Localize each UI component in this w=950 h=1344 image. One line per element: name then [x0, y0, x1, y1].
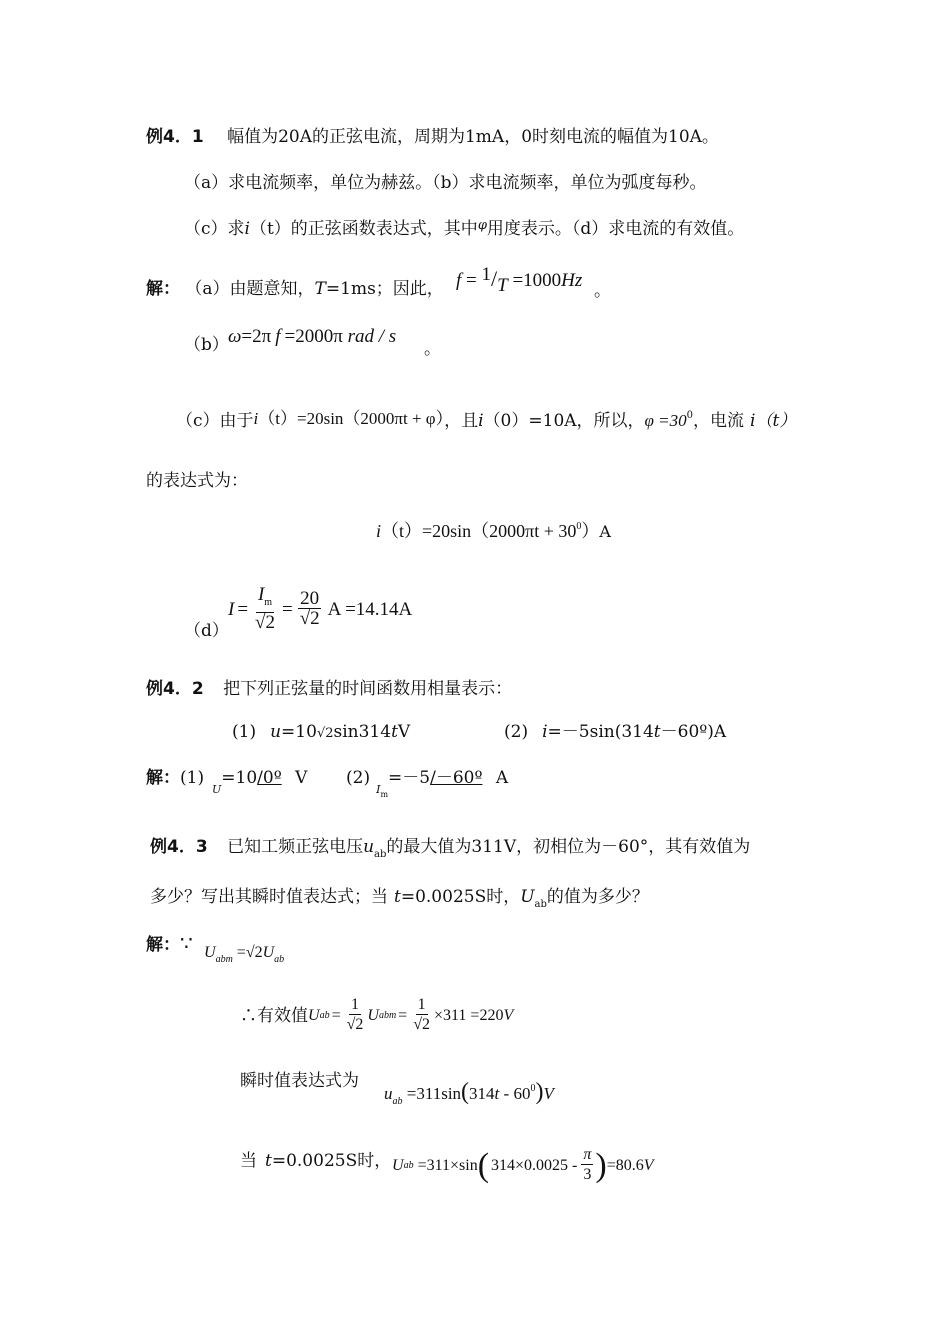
sol3-l3-minus: - 60 — [499, 1084, 531, 1103]
ex2-item1-t: t — [391, 722, 398, 742]
sol3-line4 — [240, 1150, 391, 1172]
sol2-a-formula — [212, 767, 307, 801]
sol3-l3-formula — [384, 1078, 554, 1113]
sol1-a-line — [146, 278, 444, 300]
ex3-text-post: 的最大值为311V，初相位为－60°，其有效值为 — [386, 837, 751, 857]
sol3-l1-sqrt: √2 — [245, 944, 263, 961]
ex2-item1 — [232, 721, 410, 745]
sol1-a-slash: / — [491, 266, 498, 291]
sol1-a-formula — [456, 264, 582, 297]
sol2-b-unit: A — [495, 768, 509, 788]
ex3-U-sub: ab — [534, 899, 547, 910]
sol3-l1-sub2: ab — [274, 954, 285, 965]
sol3-l4-U: U — [392, 1156, 404, 1174]
ex3-text-pre: 已知工频正弦电压 — [227, 837, 364, 857]
ex3-line2 — [150, 886, 649, 916]
sol1-d-I: I — [228, 598, 235, 620]
sol1-c-i0-val: （0）=10A，所以， — [483, 411, 645, 431]
sol1-c-expr: （t）=20sin（2000πt + φ） — [258, 409, 445, 428]
ex2-item2-tail: －60º)A — [660, 722, 727, 742]
ex2-line — [146, 678, 512, 700]
q-c-i: i — [244, 219, 250, 239]
sol3-therefore: ∴有效值 — [240, 1005, 308, 1026]
ex2-item1-tail: sin314 — [333, 722, 392, 742]
sol1-d-eq1: = — [237, 598, 249, 620]
ex2-item2-i: i — [542, 722, 548, 742]
sol1-d-Im-sub: m — [264, 597, 273, 608]
sol1-c-i: i — [253, 409, 259, 428]
sol3-l3-sub: ab — [392, 1096, 403, 1107]
sol1-b-formula — [228, 326, 396, 348]
sol3-l4-V: V — [643, 1156, 654, 1174]
sol1-d-frac1 — [253, 586, 277, 633]
ex1-line — [146, 126, 719, 148]
sol3-l4-val: =80.6 — [606, 1156, 644, 1174]
sol3-because: ∵ — [180, 931, 193, 955]
ex2-item2-expr: =－5sin(314 — [547, 722, 654, 742]
ex3-line2-pre: 多少？写出其瞬时值表达式；当 — [150, 887, 388, 907]
sol1-d-eq2: = — [281, 598, 293, 620]
sol1-d-val: A =14.14A — [327, 598, 413, 620]
sol1-b-expr: =2π — [241, 326, 272, 347]
sol1-d-frac2 — [298, 590, 322, 629]
ex2-item1-expr: =10 — [281, 722, 317, 742]
sol3-l4-inner: 314×0.0025 - — [491, 1156, 578, 1174]
sol2-b-angle: /－60º — [430, 768, 483, 788]
ex3-label: 例4．3 — [150, 837, 208, 857]
ex3-t: t — [394, 887, 401, 907]
sol1-c-it: i（t） — [750, 411, 797, 431]
sol3-l3-inner: 314 — [469, 1084, 495, 1103]
ex2-item2 — [504, 721, 726, 743]
ex3-line2-post: 的值为多少？ — [546, 887, 649, 907]
sol2-a-unit: V — [295, 768, 308, 788]
sol3-l4-formula — [392, 1146, 654, 1185]
ex1-text: 幅值为20A的正弦电流，周期为1mA，0时刻电流的幅值为10A。 — [227, 127, 719, 147]
ex3-u-sub: ab — [374, 849, 387, 860]
sol1-a-hz: Hz — [561, 270, 583, 291]
q-c-phi: φ — [477, 218, 487, 233]
ex2-item1-unit: V — [397, 722, 411, 742]
sol1-c-final-close: ） — [581, 521, 600, 541]
sol1-c-deg: 0 — [686, 410, 694, 421]
ex3-u: u — [363, 837, 375, 857]
sol3-l2-one2: 1 — [417, 996, 426, 1013]
sol1-b-label: （b） — [184, 335, 229, 355]
sol1-c-mid: ，且 — [444, 411, 479, 431]
sol2-a-angle: /0º — [257, 768, 282, 788]
sol3-l4-pre: 当 — [240, 1151, 257, 1171]
sol2-a-eq: =10 — [221, 768, 258, 788]
sol3-l4-open: ( — [477, 1146, 490, 1184]
ex1-question-cd — [184, 215, 744, 240]
sol1-b-val: =2000π — [284, 326, 343, 347]
sol2-b-Isub: m — [380, 790, 389, 799]
sol1-c-final — [376, 516, 611, 543]
sol3-l3-deg: 0 — [530, 1083, 536, 1094]
sol1-c-final-deg: 0 — [576, 521, 582, 532]
sol3-l2-sqrt: √2 — [346, 1016, 364, 1033]
sol3-l1-eq: = — [236, 944, 246, 961]
q-c-mid: （t）的正弦函数表达式，其中 — [249, 219, 478, 239]
sol3-l1-U: U — [204, 944, 216, 961]
ex3-line1 — [150, 836, 750, 866]
sol3-line2 — [240, 996, 513, 1035]
sol1-a-one: 1 — [481, 264, 491, 285]
sol3-l3-V: V — [543, 1084, 554, 1103]
sol3-l1-U2: U — [262, 944, 275, 961]
sol1-c-line — [176, 405, 796, 432]
sol3-l2-eq2: = — [398, 1006, 408, 1024]
sol3-l2-U2: U — [367, 1006, 379, 1024]
sol2-b-eq: =－5 — [388, 768, 431, 788]
ex2-item1-sqrt: √2 — [316, 726, 334, 741]
ex3-U: U — [520, 887, 535, 907]
sol1-a-eq: = — [466, 270, 477, 291]
sol1-d-sqrt2b: √2 — [299, 608, 320, 629]
ex1-question-ab: （a）求电流频率，单位为赫兹。（b）求电流频率，单位为弧度每秒。 — [184, 173, 707, 193]
sol3-l3-open: ( — [461, 1079, 470, 1105]
sol3-l2-frac1 — [345, 996, 366, 1035]
ex2-item2-num: (2) — [504, 722, 529, 742]
sol3-l4-mid: =0.0025S时， — [271, 1151, 392, 1171]
sol1-b-line — [184, 334, 229, 356]
sol3-line1 — [146, 932, 193, 956]
sol1-c-formula — [254, 409, 445, 428]
ex1-label: 例4．1 — [146, 127, 204, 147]
sol2-b-num: (2) — [346, 768, 371, 788]
sol3-l1-sub: abm — [215, 954, 233, 965]
sol1-a-T2: T — [497, 275, 508, 296]
sol1-c-final-i: i — [376, 521, 382, 541]
sol1-a-val: =1000 — [512, 270, 562, 291]
sol1-b-f: f — [275, 326, 281, 347]
sol3-l4-close: ) — [595, 1146, 607, 1184]
sol1-b-omega: ω — [228, 326, 242, 347]
sol2-a-U: U — [212, 783, 222, 796]
sol1-c-pre: （c）由于 — [176, 411, 254, 431]
ex3-line2-mid: =0.0025S时， — [400, 887, 521, 907]
sol3-l2-one: 1 — [350, 996, 359, 1013]
sol3-l2-val: ×311 =220 — [433, 1006, 504, 1024]
sol3-l2-V: V — [503, 1006, 514, 1024]
sol2-b-I: I — [376, 783, 381, 796]
sol3-l4-expr: =311×sin — [417, 1156, 478, 1174]
ex2-item1-u: u — [270, 722, 282, 742]
sol3-l2-U: U — [308, 1006, 320, 1024]
sol1-a-T: T — [314, 279, 326, 299]
sol1-label: 解： — [146, 279, 180, 299]
sol1-d-formula — [228, 586, 412, 633]
sol1-c-post: ，电流 — [693, 411, 745, 431]
sol3-l2-formula — [308, 996, 513, 1035]
sol3-l2-sub: ab — [319, 1009, 330, 1021]
ex2-text: 把下列正弦量的时间函数用相量表示： — [223, 679, 513, 699]
sol3-l4-sub: ab — [403, 1159, 414, 1171]
sol1-b-end: 。 — [424, 339, 441, 359]
sol2-line — [146, 767, 204, 789]
sol1-c-line2: 的表达式为： — [146, 471, 248, 491]
sol1-c-phi: φ =30 — [644, 411, 687, 430]
sol1-c-final-expr: （t）=20sin（2000πt + 30 — [381, 521, 577, 541]
sol3-l2-eq: = — [331, 1006, 341, 1024]
sol1-c-i0: i — [478, 411, 484, 431]
sol3-l3-t: t — [494, 1084, 500, 1103]
sol1-d-Im: I — [257, 584, 265, 605]
ex2-item2-t: t — [653, 722, 661, 742]
sol1-d-label: （d） — [184, 621, 229, 641]
sol3-l4-frac — [581, 1146, 593, 1185]
sol2-label: 解： — [146, 768, 180, 788]
sol3-l3-text: 瞬时值表达式为 — [240, 1071, 359, 1091]
sol1-a-f: f — [456, 270, 462, 291]
sol3-l4-pi: π — [583, 1146, 592, 1163]
sol3-l3-expr: =311sin — [406, 1084, 462, 1103]
sol3-l2-sqrt2: √2 — [413, 1016, 430, 1033]
sol1-d-sqrt2a: √2 — [255, 612, 275, 633]
sol1-b-unit: rad / s — [347, 326, 397, 347]
q-c-pre: （c）求 — [184, 219, 245, 239]
sol1-a-text: （a）由题意知， — [185, 279, 315, 299]
sol3-l2-frac2 — [411, 996, 432, 1035]
sol1-c-final-unit: A — [599, 522, 611, 541]
sol3-l4-3: 3 — [583, 1166, 592, 1183]
sol3-l4-t: t — [265, 1151, 272, 1171]
sol1-a-text2: =1ms；因此， — [325, 279, 444, 299]
q-c-post: 用度表示。（d）求电流的有效值。 — [486, 219, 745, 239]
sol1-a-end: 。 — [594, 281, 611, 301]
sol2-a-num: (1) — [180, 768, 205, 788]
sol3-label: 解： — [146, 935, 180, 955]
sol2-b-formula — [346, 767, 508, 806]
sol3-l3-close: ) — [535, 1079, 544, 1105]
sol3-l2-sub2: abm — [378, 1009, 397, 1021]
ex2-item1-num: (1) — [232, 722, 257, 742]
sol3-line3 — [240, 1070, 359, 1092]
sol1-d-20: 20 — [300, 588, 320, 609]
sol3-l3-u: u — [384, 1084, 393, 1103]
ex2-label: 例4．2 — [146, 679, 204, 699]
sol3-l1-formula — [204, 942, 284, 971]
